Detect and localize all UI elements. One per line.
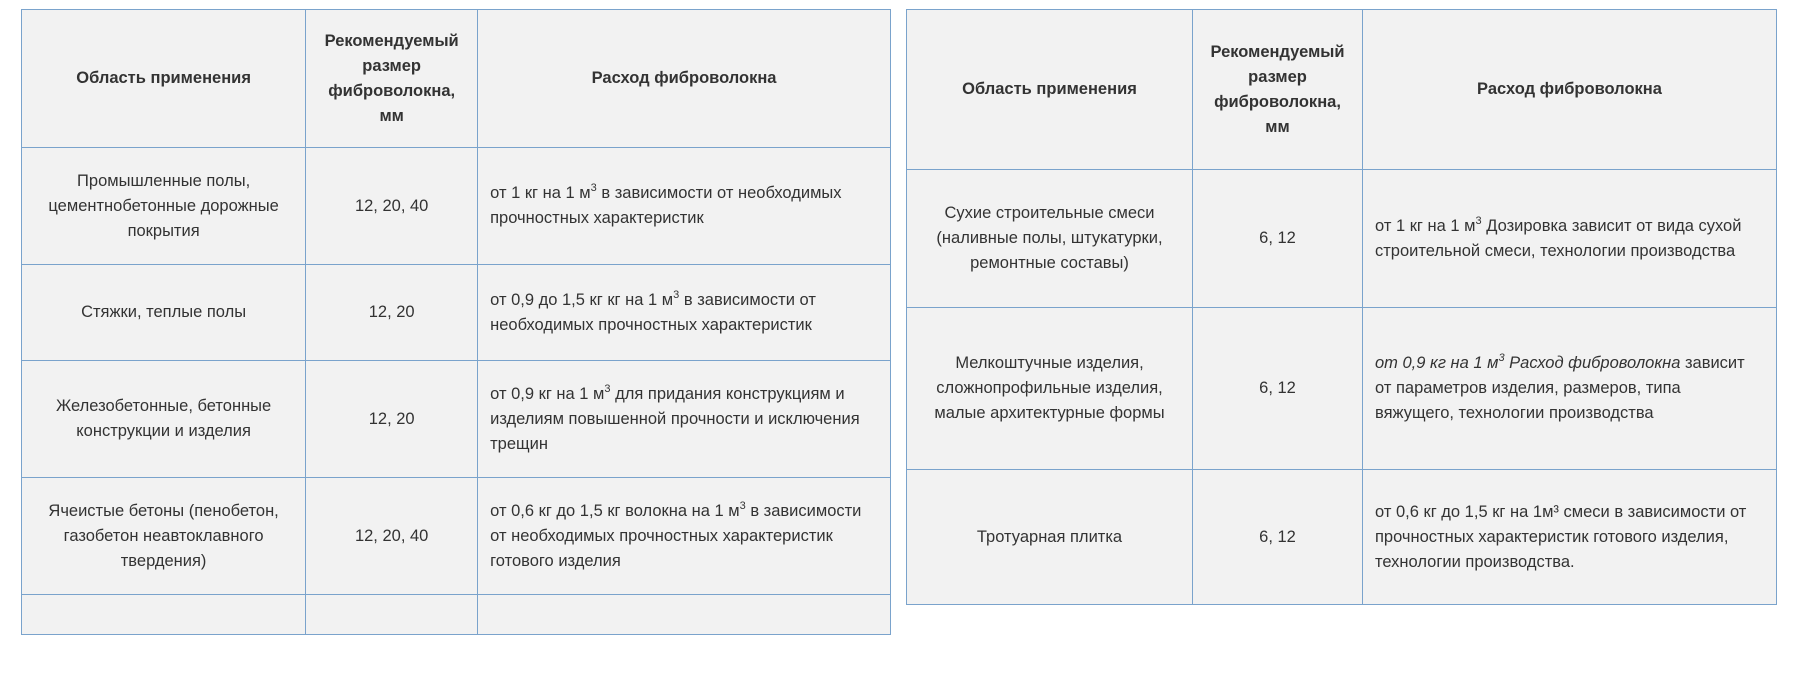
header-area: Область применения bbox=[22, 10, 306, 148]
cell-empty bbox=[22, 595, 306, 635]
consumption-text: от 0,9 до 1,5 кг кг на 1 м bbox=[490, 290, 674, 309]
superscript: 3 bbox=[673, 288, 680, 301]
table-header-row bbox=[22, 10, 891, 148]
consumption-text-italic-cont: Расход фиброволокна bbox=[1504, 354, 1681, 372]
cell-area: Сухие строительные смеси (наливные полы, штукатурки, ремонтные составы) bbox=[907, 170, 1193, 308]
table-row bbox=[22, 361, 891, 478]
superscript: 3 bbox=[590, 182, 597, 194]
cell-area: Мелкоштучные изделия, сложнопрофильные изделия, малые архитектурные формы bbox=[907, 308, 1193, 470]
cell-size: 6, 12 bbox=[1193, 308, 1363, 470]
cell-consumption: от 0,6 кг до 1,5 кг на 1м³ смеси в зависимости от прочностных характеристик готового изделия, технологии производства. bbox=[1363, 470, 1777, 605]
right-table bbox=[906, 9, 1777, 605]
table-row bbox=[22, 265, 891, 361]
cell-area: Ячеистые бетоны (пенобетон, газобетон неавтоклавного твердения) bbox=[22, 478, 306, 595]
table-row-partial bbox=[22, 595, 891, 635]
header-consumption: Расход фиброволокна bbox=[1363, 10, 1777, 170]
cell-consumption bbox=[478, 265, 891, 361]
table-row bbox=[907, 170, 1777, 308]
cell-empty bbox=[306, 595, 478, 635]
cell-consumption bbox=[1363, 170, 1777, 308]
superscript: 3 bbox=[1498, 352, 1505, 364]
header-area: Область применения bbox=[907, 10, 1193, 170]
consumption-text: от 0,6 кг до 1,5 кг волокна на 1 м bbox=[490, 501, 740, 520]
table-row bbox=[22, 148, 891, 265]
left-table bbox=[21, 9, 891, 635]
consumption-text-cont: Дозировка зависит от вида сухой строительной смеси, технологии производства bbox=[1375, 216, 1742, 260]
consumption-text-cont: в зависимости от необходимых прочностных характеристик готового изделия bbox=[490, 501, 862, 570]
superscript: 3 bbox=[1475, 214, 1482, 227]
consumption-text-cont: в зависимости от необходимых прочностных характеристик bbox=[490, 184, 842, 227]
superscript: 3 bbox=[739, 499, 746, 512]
cell-size: 12, 20 bbox=[306, 361, 478, 478]
cell-size: 12, 20, 40 bbox=[306, 478, 478, 595]
consumption-text-italic: от 0,9 кг на 1 м bbox=[1375, 354, 1499, 372]
cell-size: 6, 12 bbox=[1193, 470, 1363, 605]
table-row bbox=[907, 470, 1777, 605]
cell-size: 6, 12 bbox=[1193, 170, 1363, 308]
cell-consumption bbox=[478, 148, 891, 265]
cell-consumption bbox=[478, 478, 891, 595]
cell-area: Промышленные полы, цементнобетонные дорожные покрытия bbox=[22, 148, 306, 265]
table-header-row bbox=[907, 10, 1777, 170]
cell-consumption bbox=[1363, 308, 1777, 470]
consumption-text: от 1 кг на 1 м bbox=[490, 184, 591, 202]
cell-area: Тротуарная плитка bbox=[907, 470, 1193, 605]
consumption-text: от 0,9 кг на 1 м bbox=[490, 384, 605, 403]
cell-empty bbox=[478, 595, 891, 635]
consumption-text: от 1 кг на 1 м bbox=[1375, 216, 1476, 235]
consumption-text-cont: зависит от параметров изделия, размеров, типа вяжущего, технологии производства bbox=[1375, 354, 1745, 422]
superscript: 3 bbox=[604, 382, 611, 395]
cell-area: Железобетонные, бетонные конструкции и изделия bbox=[22, 361, 306, 478]
header-consumption: Расход фиброволокна bbox=[478, 10, 891, 148]
consumption-text-cont: в зависимости от необходимых прочностных характеристик bbox=[490, 290, 816, 334]
header-size: Рекомендуемый размер фиброволокна, мм bbox=[1193, 10, 1363, 170]
table-row bbox=[907, 308, 1777, 470]
table-row bbox=[22, 478, 891, 595]
header-size: Рекомендуемый размер фиброволокна, мм bbox=[306, 10, 478, 148]
cell-area: Стяжки, теплые полы bbox=[22, 265, 306, 361]
cell-consumption bbox=[478, 361, 891, 478]
cell-size: 12, 20 bbox=[306, 265, 478, 361]
consumption-text-cont: для придания конструкциям и изделиям повышенной прочности и исключения трещин bbox=[490, 384, 860, 453]
cell-size: 12, 20, 40 bbox=[306, 148, 478, 265]
